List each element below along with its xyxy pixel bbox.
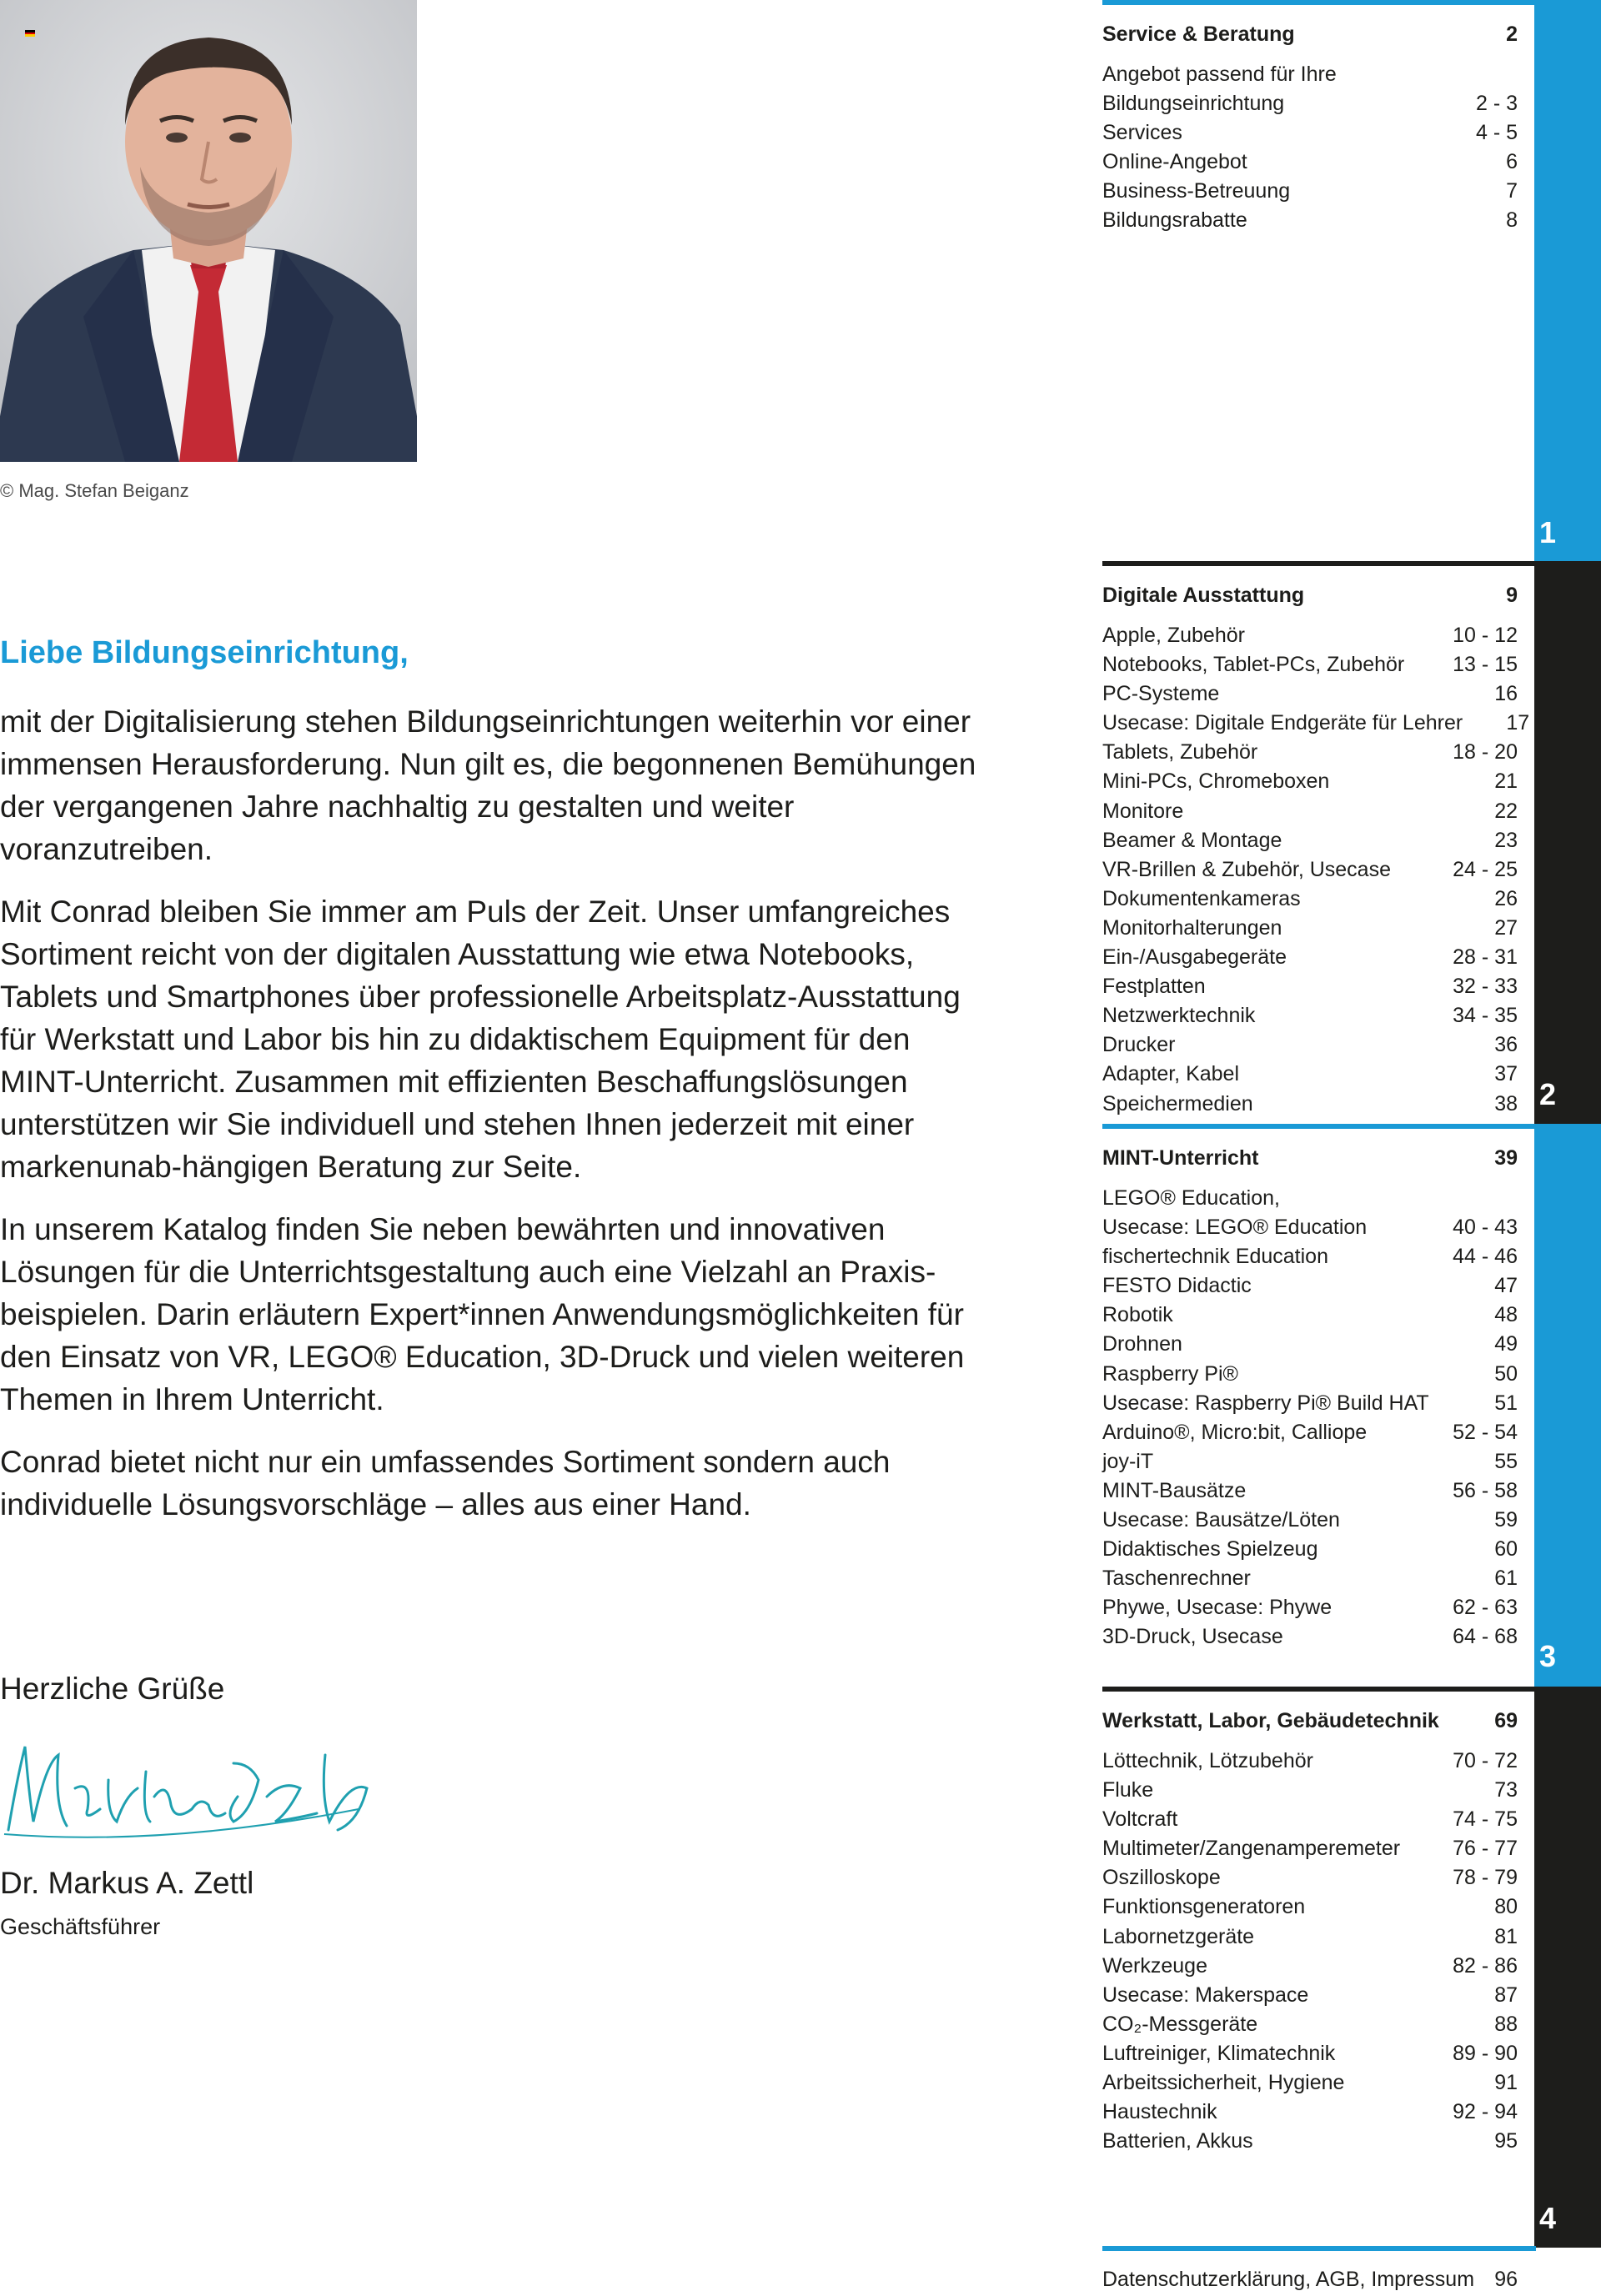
toc-item-label: Löttechnik, Lötzubehör xyxy=(1102,1749,1313,1772)
portrait-illustration xyxy=(0,0,417,462)
toc-item-page: 7 xyxy=(1506,179,1518,203)
toc-section-rule xyxy=(1102,0,1534,5)
toc-item[interactable] xyxy=(1102,1923,1518,1952)
toc-item-label: Ein-/Ausgabegeräte xyxy=(1102,945,1287,970)
toc-item-label: Batterien, Akkus xyxy=(1102,2129,1253,2153)
toc-item-page: 76 - 77 xyxy=(1453,1837,1518,1861)
flag-badge-icon xyxy=(25,30,35,37)
toc-item-label: fischertechnik Education xyxy=(1102,1245,1328,1269)
toc-item[interactable] xyxy=(1102,1476,1518,1506)
toc-item-label: Bildungseinrichtung xyxy=(1102,92,1285,116)
toc-item-label: Online-Angebot xyxy=(1102,150,1247,174)
toc-item-page: 61 xyxy=(1494,1567,1518,1591)
toc-item-label: Funktionsgeneratoren xyxy=(1102,1895,1306,1919)
section-tab-number: 1 xyxy=(1539,515,1557,549)
toc-item-label: 3D-Druck, Usecase xyxy=(1102,1625,1283,1649)
toc-item[interactable] xyxy=(1102,118,1518,148)
toc-item[interactable] xyxy=(1102,1593,1518,1622)
toc-item-page: 32 - 33 xyxy=(1453,975,1518,999)
toc-section xyxy=(1102,561,1530,1119)
toc-item-label: Adapter, Kabel xyxy=(1102,1062,1240,1086)
toc-item[interactable] xyxy=(1102,826,1518,855)
toc-item-label: Arbeitssicherheit, Hygiene xyxy=(1102,2071,1345,2095)
toc-item-label: Drucker xyxy=(1102,1033,1176,1057)
toc-item[interactable] xyxy=(1102,1447,1518,1476)
toc-item-label: Apple, Zubehör xyxy=(1102,624,1245,647)
toc-footer-entry[interactable] xyxy=(1102,2268,1518,2292)
toc-item[interactable] xyxy=(1102,2068,1518,2098)
section-tab-3 xyxy=(1534,1124,1601,1687)
toc-item[interactable] xyxy=(1102,1001,1518,1030)
toc-item-page: 36 xyxy=(1494,1033,1518,1057)
toc-item-label: Taschenrechner xyxy=(1102,1567,1251,1591)
toc-item-page: 92 - 94 xyxy=(1453,2100,1518,2124)
toc-item-label: Didaktisches Spielzeug xyxy=(1102,1537,1318,1562)
toc-item-page: 28 - 31 xyxy=(1453,945,1518,970)
toc-item-page: 50 xyxy=(1494,1361,1518,1386)
toc-item[interactable] xyxy=(1102,1389,1518,1418)
toc-section-page: 69 xyxy=(1494,1709,1518,1732)
toc-item-page: 4 - 5 xyxy=(1475,121,1518,145)
toc-item-page: 26 xyxy=(1494,886,1518,910)
toc-item-page: 10 - 12 xyxy=(1453,624,1518,647)
toc-item-label: joy-iT xyxy=(1102,1449,1154,1473)
toc-item-label: Dokumentenkameras xyxy=(1102,886,1301,910)
letter-closing: Herzliche Grüße xyxy=(0,1672,225,1706)
toc-item[interactable] xyxy=(1102,1564,1518,1593)
toc-item[interactable] xyxy=(1102,1981,1518,2010)
section-tab-4 xyxy=(1534,1687,1601,2248)
toc-item[interactable] xyxy=(1102,148,1518,177)
toc-section-title: Digitale Ausstattung xyxy=(1102,584,1305,607)
toc-section xyxy=(1102,1687,1518,2156)
signer-role: Geschäftsführer xyxy=(0,1914,161,1939)
toc-item-page: 56 - 58 xyxy=(1453,1478,1518,1502)
toc-item-page: 88 xyxy=(1494,2012,1518,2036)
toc-item-label: CO₂-Messgeräte xyxy=(1102,2012,1258,2036)
toc-item-label: Labornetzgeräte xyxy=(1102,1924,1255,1948)
toc-item[interactable] xyxy=(1102,1184,1518,1213)
toc-section-heading[interactable] xyxy=(1102,1145,1518,1171)
toc-item[interactable] xyxy=(1102,1506,1518,1535)
toc-item[interactable] xyxy=(1102,89,1518,118)
toc-item-label: Tablets, Zubehör xyxy=(1102,740,1258,764)
toc-item-label: Business-Betreuung xyxy=(1102,179,1291,203)
toc-item-page: 60 xyxy=(1494,1537,1518,1562)
toc-item-label: Usecase: Raspberry Pi® Build HAT xyxy=(1102,1391,1429,1415)
letter-paragraph: Mit Conrad bleiben Sie immer am Puls der Zeit. Unser umfangreiches Sortiment reicht von der digitalen Ausstattung wie etwa Notebooks, Tablets und Smartphones über professionelle Arbeitsplatz-Ausstattung für Werkstatt und Labor bis hin zu didaktischem Equipment für den MINT-Unterricht. Zusammen mit effizienten Beschaffungslösungen unterstützen wir Sie individuell und stehen Ihnen jederzeit mit einer markenunab-hängigen Beratung zur Seite. xyxy=(0,895,961,1184)
section-tab-number: 2 xyxy=(1539,1077,1557,1111)
toc-item[interactable] xyxy=(1102,1242,1518,1271)
toc-item-page: 38 xyxy=(1494,1091,1518,1115)
toc-item-label: Monitorhalterungen xyxy=(1102,915,1282,940)
toc-item-label: PC-Systeme xyxy=(1102,682,1220,706)
toc-item-page xyxy=(1451,1184,1518,1213)
toc-item-page: 34 - 35 xyxy=(1453,1004,1518,1028)
toc-item-page: 47 xyxy=(1494,1274,1518,1298)
toc-section-rule xyxy=(1102,561,1534,566)
toc-section-page: 9 xyxy=(1506,584,1518,607)
toc-item-page: 55 xyxy=(1494,1449,1518,1473)
toc-item[interactable] xyxy=(1102,1213,1518,1242)
toc-section-heading[interactable] xyxy=(1102,22,1518,47)
toc-item[interactable] xyxy=(1102,797,1518,826)
toc-item-label: Werkzeuge xyxy=(1102,1953,1207,1978)
toc-section-heading[interactable] xyxy=(1102,583,1518,608)
section-tab-1 xyxy=(1534,0,1601,561)
toc-item-label: Luftreiniger, Klimatechnik xyxy=(1102,2041,1336,2065)
toc-item-label: Oszilloskope xyxy=(1102,1866,1221,1890)
toc-item[interactable] xyxy=(1102,2039,1518,2068)
section-tab-2 xyxy=(1534,561,1601,1124)
toc-section-rule xyxy=(1102,1124,1534,1129)
toc-item-page: 6 xyxy=(1506,150,1518,174)
toc-item-page xyxy=(1451,60,1518,89)
toc-item-page: 87 xyxy=(1494,1983,1518,2007)
toc-item-label: Services xyxy=(1102,121,1182,145)
toc-item-page: 23 xyxy=(1494,828,1518,852)
toc-section-rule xyxy=(1102,1687,1534,1692)
toc-section xyxy=(1102,0,1518,236)
handwritten-signature xyxy=(0,1730,375,1847)
toc-item[interactable] xyxy=(1102,1892,1518,1922)
toc-item-label: Angebot passend für Ihre xyxy=(1102,63,1337,86)
toc-item-label: Usecase: Bausätze/Löten xyxy=(1102,1508,1340,1532)
toc-item-page: 70 - 72 xyxy=(1453,1749,1518,1772)
toc-item[interactable] xyxy=(1102,1776,1518,1805)
toc-item-label: LEGO® Education, xyxy=(1102,1186,1280,1210)
toc-item-label: Usecase: Digitale Endgeräte für Lehrer xyxy=(1102,711,1463,735)
toc-item-page: 73 xyxy=(1494,1778,1518,1802)
toc-item-label: Beamer & Montage xyxy=(1102,828,1282,852)
letter-paragraph: Conrad bietet nicht nur ein umfassendes Sortiment sondern auch individuelle Lösungsvorschläge – alles aus einer Hand. xyxy=(0,1445,891,1521)
footer-divider xyxy=(1102,2246,1536,2251)
toc-item-page: 64 - 68 xyxy=(1453,1625,1518,1649)
toc-section-page: 39 xyxy=(1494,1146,1518,1170)
toc-item-page: 21 xyxy=(1494,770,1518,794)
toc-item[interactable] xyxy=(1102,767,1518,796)
toc-item-page: 62 - 63 xyxy=(1453,1596,1518,1620)
section-tab-number: 3 xyxy=(1539,1639,1557,1673)
toc-item[interactable] xyxy=(1102,206,1518,235)
toc-item-label: MINT-Bausätze xyxy=(1102,1478,1247,1502)
toc-item[interactable] xyxy=(1102,60,1518,89)
toc-item[interactable] xyxy=(1102,2010,1518,2039)
toc-item[interactable] xyxy=(1102,1090,1518,1119)
toc-item[interactable] xyxy=(1102,738,1518,767)
toc-item[interactable] xyxy=(1102,1834,1518,1863)
toc-item[interactable] xyxy=(1102,177,1518,206)
toc-item[interactable] xyxy=(1102,709,1530,738)
toc-item-page: 59 xyxy=(1494,1508,1518,1532)
toc-item-label: Usecase: Makerspace xyxy=(1102,1983,1309,2007)
toc-item-label: Netzwerktechnik xyxy=(1102,1004,1256,1028)
toc-item-label: Robotik xyxy=(1102,1303,1173,1327)
toc-item[interactable] xyxy=(1102,943,1518,972)
toc-section-title: Werkstatt, Labor, Gebäudetechnik xyxy=(1102,1709,1439,1732)
signer-name: Dr. Markus A. Zettl xyxy=(0,1866,254,1900)
toc-item-label: Mini-PCs, Chromeboxen xyxy=(1102,770,1330,794)
letter-paragraph: In unserem Katalog finden Sie neben bewährten und innovativen Lösungen für die Unterrichtsgestaltung auch eine Vielzahl an Praxis-beispielen. Darin erläutern Expert*innen Anwendungsmöglichkeiten für den Einsatz von VR, LEGO® Education, 3D-Druck und vielen weiteren Themen in Ihrem Unterricht. xyxy=(0,1212,965,1416)
toc-item-page: 82 - 86 xyxy=(1453,1953,1518,1978)
toc-item[interactable] xyxy=(1102,885,1518,914)
toc-item-label: Notebooks, Tablet-PCs, Zubehör xyxy=(1102,653,1405,677)
toc-item-label: Fluke xyxy=(1102,1778,1154,1802)
toc-item-page: 8 xyxy=(1506,208,1518,233)
toc-item-label: Haustechnik xyxy=(1102,2100,1217,2124)
toc-item-label: FESTO Didactic xyxy=(1102,1274,1252,1298)
toc-item[interactable] xyxy=(1102,2127,1518,2156)
toc-item-page: 22 xyxy=(1494,799,1518,823)
letter-body xyxy=(0,700,984,1546)
section-tab-number: 4 xyxy=(1539,2201,1557,2235)
toc-item[interactable] xyxy=(1102,1747,1518,1776)
toc-item-label: Festplatten xyxy=(1102,975,1206,999)
toc-item[interactable] xyxy=(1102,650,1518,679)
toc-item-label: Datenschutzerklärung, AGB, Impressum xyxy=(1102,2268,1475,2291)
toc-item[interactable] xyxy=(1102,1330,1518,1359)
toc-item[interactable] xyxy=(1102,914,1518,943)
toc-item-label: Bildungsrabatte xyxy=(1102,208,1247,233)
toc-item-page: 89 - 90 xyxy=(1453,2041,1518,2065)
toc-item[interactable] xyxy=(1102,1271,1518,1301)
toc-item[interactable] xyxy=(1102,1535,1518,1564)
letter-greeting: Liebe Bildungseinrichtung, xyxy=(0,635,409,670)
photo-credit: © Mag. Stefan Beiganz xyxy=(0,480,189,501)
toc-item[interactable] xyxy=(1102,1952,1518,1981)
toc-item-label: Phywe, Usecase: Phywe xyxy=(1102,1596,1332,1620)
toc-item-page: 51 xyxy=(1494,1391,1518,1415)
toc-item[interactable] xyxy=(1102,679,1518,709)
toc-item-label: Drohnen xyxy=(1102,1332,1182,1356)
toc-item-page: 49 xyxy=(1494,1332,1518,1356)
toc-item-page: 52 - 54 xyxy=(1453,1420,1518,1444)
toc-item-page: 18 - 20 xyxy=(1453,740,1518,764)
toc-section xyxy=(1102,1124,1518,1652)
letter-paragraph: mit der Digitalisierung stehen Bildungseinrichtungen weiterhin vor einer immensen Herausforderung. Nun gilt es, die begonnenen Bemühungen der vergangenen Jahre nachhaltig zu gestalten und weiter voranzutreiben. xyxy=(0,704,976,866)
toc-item[interactable] xyxy=(1102,972,1518,1001)
toc-section-title: MINT-Unterricht xyxy=(1102,1146,1259,1170)
toc-item-page: 81 xyxy=(1494,1924,1518,1948)
toc-item-page: 96 xyxy=(1494,2268,1518,2291)
toc-item[interactable] xyxy=(1102,1060,1518,1089)
toc-item-page: 80 xyxy=(1494,1895,1518,1919)
toc-item-page: 48 xyxy=(1494,1303,1518,1327)
toc-section-page: 2 xyxy=(1506,23,1518,46)
toc-item[interactable] xyxy=(1102,1622,1518,1652)
toc-item[interactable] xyxy=(1102,1030,1518,1060)
toc-item[interactable] xyxy=(1102,1805,1518,1834)
toc-section-title: Service & Beratung xyxy=(1102,23,1295,46)
toc-item-page: 78 - 79 xyxy=(1453,1866,1518,1890)
toc-item-page: 17 xyxy=(1506,711,1530,735)
toc-item[interactable] xyxy=(1102,1418,1518,1447)
toc-item-page: 40 - 43 xyxy=(1453,1216,1518,1240)
toc-item-label: Raspberry Pi® xyxy=(1102,1361,1238,1386)
toc-item-label: Usecase: LEGO® Education xyxy=(1102,1216,1368,1240)
toc-item[interactable] xyxy=(1102,1301,1518,1330)
toc-item-label: Speichermedien xyxy=(1102,1091,1253,1115)
toc-item-page: 24 - 25 xyxy=(1453,857,1518,881)
toc-item-page: 37 xyxy=(1494,1062,1518,1086)
toc-item-page: 27 xyxy=(1494,915,1518,940)
toc-item[interactable] xyxy=(1102,2098,1518,2127)
toc-item-label: Voltcraft xyxy=(1102,1807,1178,1832)
toc-item-label: Monitore xyxy=(1102,799,1184,823)
toc-item-page: 2 - 3 xyxy=(1475,92,1518,116)
toc-item-label: VR-Brillen & Zubehör, Usecase xyxy=(1102,857,1391,881)
toc-item-page: 13 - 15 xyxy=(1453,653,1518,677)
toc-item[interactable] xyxy=(1102,621,1518,650)
toc-item-label: Multimeter/Zangenamperemeter xyxy=(1102,1837,1401,1861)
toc-item-page: 74 - 75 xyxy=(1453,1807,1518,1832)
toc-item-page: 16 xyxy=(1494,682,1518,706)
toc-item-page: 95 xyxy=(1494,2129,1518,2153)
toc-section-heading[interactable] xyxy=(1102,1708,1518,1733)
toc-item-page: 44 - 46 xyxy=(1453,1245,1518,1269)
toc-item-page: 91 xyxy=(1494,2071,1518,2095)
toc-item[interactable] xyxy=(1102,855,1518,885)
portrait-photo xyxy=(0,0,417,462)
toc-item-label: Arduino®, Micro:bit, Calliope xyxy=(1102,1420,1368,1444)
toc-item[interactable] xyxy=(1102,1360,1518,1389)
toc-item[interactable] xyxy=(1102,1863,1518,1892)
